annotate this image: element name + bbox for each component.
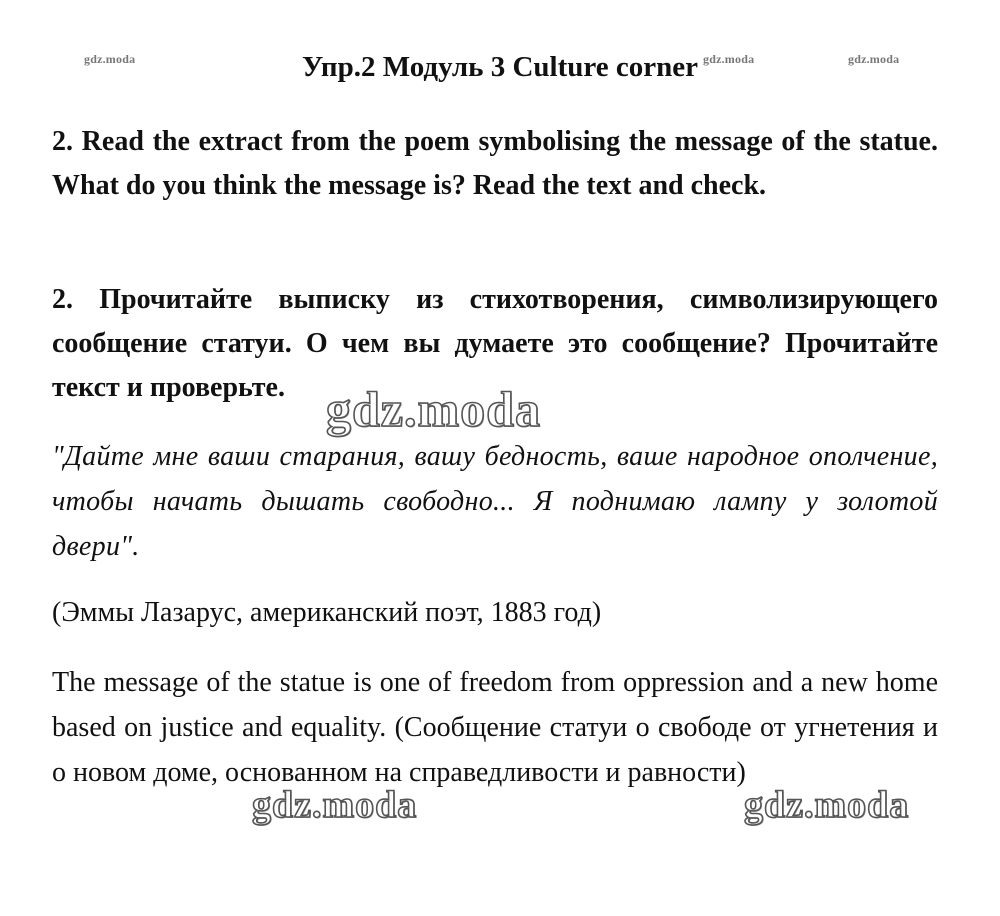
- quote-attribution: (Эммы Лазарус, американский поэт, 1883 год): [52, 597, 602, 628]
- watermark-small-right: gdz.moda: [848, 52, 900, 66]
- poem-quote: "Дайте мне ваши старания, вашу бедность, ваше народное ополчение, чтобы начать дышать свободно... Я поднимаю лампу у золотой двери".: [52, 441, 938, 562]
- watermark-large-bottom-right: gdz.moda: [744, 784, 910, 826]
- page-title: Упр.2 Модуль 3 Culture corner: [302, 51, 698, 83]
- task-english: 2. Read the extract from the poem symbolising the message of the statue. What do you think the message is? Read the text and check.: [52, 126, 938, 201]
- watermark-large-bottom-left: gdz.moda: [252, 784, 418, 826]
- answer-text: The message of the statue is one of freedom from oppression and a new home based on justice and equality. (Сообщение статуи о свободе от угнетения и о новом доме, основанном на справедливости и равности): [52, 667, 938, 788]
- task-russian: 2. Прочитайте выписку из стихотворения, символизирующего сообщение статуи. О чем вы думаете это сообщение? Прочитайте текст и проверьте.: [52, 284, 938, 403]
- watermark-small-left: gdz.moda: [84, 52, 136, 66]
- watermark-small-center: gdz.moda: [703, 52, 755, 66]
- watermark-large-middle: gdz.moda: [326, 381, 541, 437]
